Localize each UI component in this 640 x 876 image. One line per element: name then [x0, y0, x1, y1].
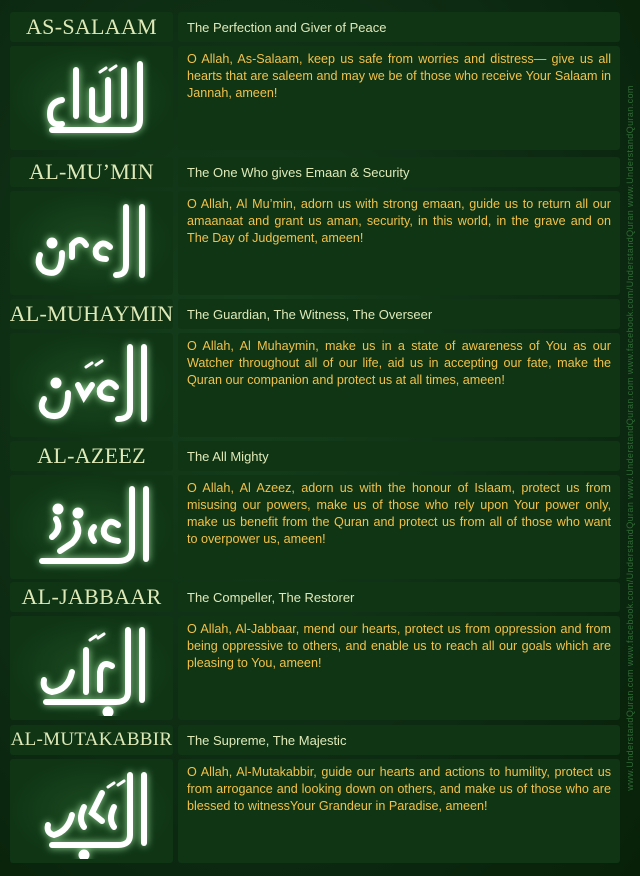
- name-title: AL-MUHAYMIN: [10, 299, 173, 329]
- side-watermark: [622, 0, 638, 876]
- dua-text: O Allah, Al Mu’min, adorn us with strong emaan, guide us to return all our amaanaat and grant us aman, security, in this world, in the grave and on The Day of Judgement, ameen!: [178, 191, 620, 295]
- dua-text: O Allah, Al-Jabbaar, mend our hearts, protect us from oppression and from being oppressive to others, and enable us to reach all our goals which are pleasing to You, ameen!: [178, 616, 620, 720]
- al-jabbaar-calligraphy-icon: [22, 620, 162, 716]
- as-salaam-calligraphy-icon: [22, 50, 162, 146]
- name-title: AL-MU’MIN: [10, 157, 173, 187]
- name-meaning: The Supreme, The Majestic: [178, 725, 620, 755]
- al-mumin-calligraphy-icon: [22, 195, 162, 291]
- name-title: AS-SALAAM: [10, 12, 173, 42]
- calligraphy-panel: [10, 46, 173, 150]
- name-section-al-mutakabbir: [10, 725, 620, 863]
- dua-text: O Allah, As-Salaam, keep us safe from worries and distress— give us all hearts that are saleem and may we be of those who receive Your Salaam in Jannah, ameen!: [178, 46, 620, 150]
- name-meaning: The Guardian, The Witness, The Overseer: [178, 299, 620, 329]
- dua-text: O Allah, Al Muhaymin, make us in a state of awareness of You as our Watcher throughout all of our life, aid us in accepting our fate, make the Quran our companion and protect us at all times, ameen!: [178, 333, 620, 437]
- name-section-al-azeez: [10, 441, 620, 579]
- calligraphy-panel: [10, 333, 173, 437]
- name-meaning: The Compeller, The Restorer: [178, 582, 620, 612]
- name-meaning: The All Mighty: [178, 441, 620, 471]
- dua-text: O Allah, Al Azeez, adorn us with the honour of Islaam, protect us from misusing our powers, make us of those who rely upon Your power only, make us benefit from the Quran and protect us from all of those who want to overpower us, ameen!: [178, 475, 620, 579]
- name-section-al-muhaymin: [10, 299, 620, 437]
- dua-text: O Allah, Al-Mutakabbir, guide our hearts and actions to humility, protect us from arrogance and looking down on others, and make us of those who are blessed to witnessYour Grandeur in Paradise, ameen!: [178, 759, 620, 863]
- name-section-as-salaam: [10, 12, 620, 150]
- al-muhaymin-calligraphy-icon: [22, 337, 162, 433]
- calligraphy-panel: [10, 475, 173, 579]
- name-meaning: The One Who gives Emaan & Security: [178, 157, 620, 187]
- name-meaning: The Perfection and Giver of Peace: [178, 12, 620, 42]
- al-azeez-calligraphy-icon: [22, 479, 162, 575]
- name-section-al-mumin: [10, 157, 620, 295]
- name-section-al-jabbaar: [10, 582, 620, 720]
- name-title: AL-AZEEZ: [10, 441, 173, 471]
- side-watermark-text: www.UnderstandQuran.com www.facebook.com/UnderstandQuran www.UnderstandQuran.com www.facebook.com/UnderstandQuran www.UnderstandQuran.com: [625, 85, 636, 791]
- al-mutakabbir-calligraphy-icon: [22, 763, 162, 859]
- calligraphy-panel: [10, 616, 173, 720]
- calligraphy-panel: [10, 191, 173, 295]
- name-title: AL-JABBAAR: [10, 582, 173, 612]
- calligraphy-panel: [10, 759, 173, 863]
- name-title: AL-MUTAKABBIR: [10, 725, 173, 755]
